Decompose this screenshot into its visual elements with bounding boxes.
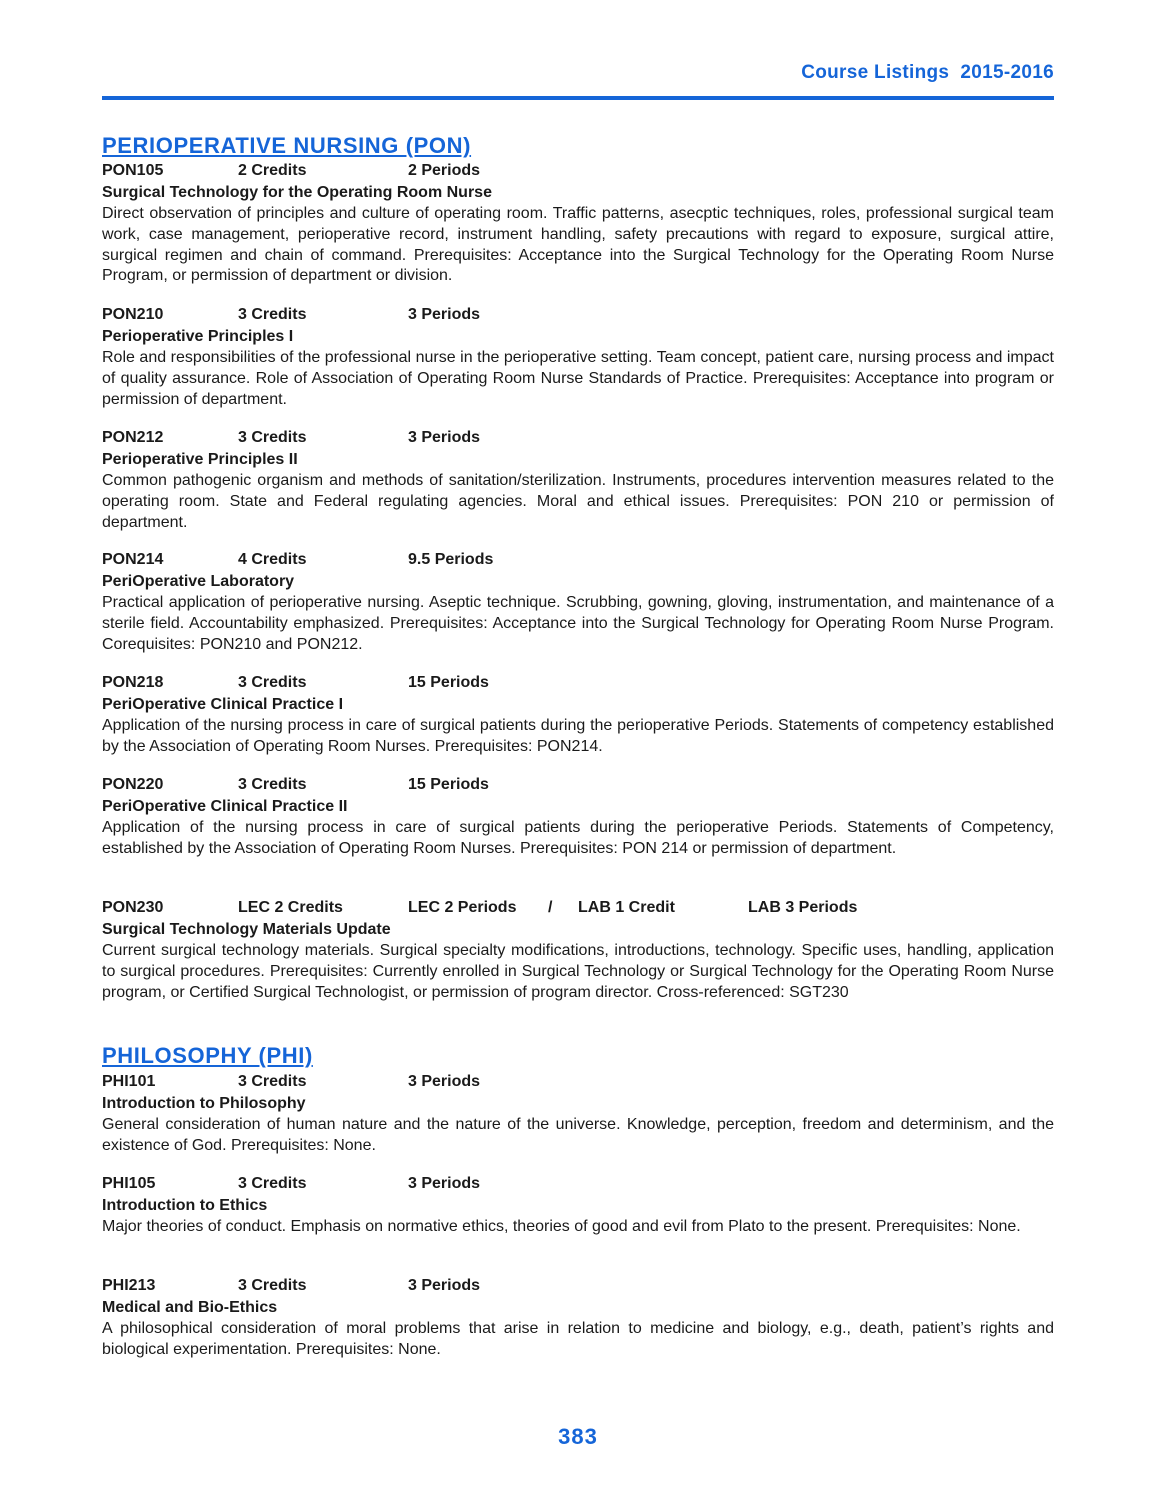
course-meta [102,774,1054,796]
course-code: PON230 [102,899,164,916]
course-meta [102,427,1054,449]
course-credits: 3 Credits [238,306,307,323]
page-number: 383 [558,1424,598,1449]
course-meta [102,1173,1054,1195]
course-entry [102,160,1054,287]
course-code: PHI105 [102,1175,156,1192]
course-code: PON210 [102,306,164,323]
course-credits: 3 Credits [238,429,307,446]
course-title: Perioperative Principles II [102,451,298,468]
section-perioperative-nursing [102,132,1054,160]
course-credits: 4 Credits [238,551,307,568]
course-description: General consideration of human nature and the nature of the universe. Knowledge, perception, freedom and determinism, and the existence of God. Prerequisites: None. [102,1116,1054,1154]
course-code: PON220 [102,776,164,793]
course-code: PON214 [102,551,164,568]
course-meta [102,672,1054,694]
course-description: Application of the nursing process in care of surgical patients during the perioperative Periods. Statements of Competency, established by the Association of Operating Room Nurses. Prerequisites: PON 214 or permission of department. [102,819,1054,857]
section-philosophy [102,1042,1054,1070]
course-title: PeriOperative Clinical Practice II [102,798,348,815]
course-periods: 2 Periods [408,162,481,179]
header-rule [102,96,1054,100]
course-meta [102,1275,1054,1297]
course-code: PHI101 [102,1073,156,1090]
course-description: Major theories of conduct. Emphasis on normative ethics, theories of good and evil from Plato to the present. Prerequisites: None. [102,1218,1021,1235]
course-title: PeriOperative Clinical Practice I [102,696,344,713]
course-credits: 3 Credits [238,674,307,691]
course-code: PON212 [102,429,164,446]
course-meta [102,160,1054,182]
course-description: Direct observation of principles and culture of operating room. Traffic patterns, asecptic techniques, roles, professional surgical team work, case management, perioperative record, instrument handling, safety precautions with regard to exposure, surgical attire, surgical regimen and chain of command. Prerequisites: Acceptance into the Surgical Technology for the Operating Room Nurse Program, or permission of department or division. [102,205,1054,285]
course-entry [102,1071,1054,1157]
course-title: Medical and Bio-Ethics [102,1299,278,1316]
course-entry [102,672,1054,758]
section-title: PERIOPERATIVE NURSING (PON) [102,133,472,158]
course-periods: 15 Periods [408,776,489,793]
course-periods: 3 Periods [408,429,481,446]
course-periods: 9.5 Periods [408,551,494,568]
course-title: Surgical Technology for the Operating Room Nurse [102,184,492,201]
course-title: Perioperative Principles I [102,328,294,345]
course-entry [102,427,1054,533]
course-title: Introduction to Ethics [102,1197,268,1214]
course-description: Current surgical technology materials. Surgical specialty modifications, introductions, technology. Specific uses, handling, application to surgical procedures. Prerequisites: Currently enrolled in Surgical Technology or Surgical Technology for the Operating Room Nurse program, or Certified Surgical Technologist, or permission of program director. Cross-referenced: SGT230 [102,942,1054,1001]
section-title: PHILOSOPHY (PHI) [102,1043,313,1068]
course-periods: 3 Periods [408,1277,481,1294]
course-code: PHI213 [102,1277,156,1294]
course-meta [102,1071,1054,1093]
course-periods: 3 Periods [408,1175,481,1192]
course-periods: 3 Periods [408,306,481,323]
course-meta [102,304,1054,326]
course-credits: 2 Credits [238,162,307,179]
course-description: Practical application of perioperative nursing. Aseptic technique. Scrubbing, gowning, gloving, instrumentation, and maintenance of a sterile field. Accountability emphasized. Prerequisites: Acceptance into the Surgical Technology for Operating Room Nurse Program. Corequisites: PON210 and PON212. [102,594,1054,653]
course-entry [102,549,1054,655]
course-credits: 3 Credits [238,1073,307,1090]
course-title: Introduction to Philosophy [102,1095,306,1112]
course-lab-credits: LAB 1 Credit [578,899,675,916]
course-credits: 3 Credits [238,776,307,793]
course-entry [102,1275,1054,1361]
course-title: Surgical Technology Materials Update [102,921,391,938]
course-credits: 3 Credits [238,1175,307,1192]
course-meta [102,897,1054,919]
course-description: Application of the nursing process in care of surgical patients during the perioperative Periods. Statements of competency established by the Association of Operating Room Nurses. Prerequisites: PON214. [102,717,1054,755]
course-periods: 15 Periods [408,674,489,691]
course-periods: LEC 2 Periods [408,899,517,916]
course-description: Role and responsibilities of the professional nurse in the perioperative setting. Team concept, patient care, nursing process and impact of quality assurance. Role of Association of Operating Room Nurse Standards of Practice. Prerequisites: Acceptance into program or permission of department. [102,349,1054,408]
course-description: Common pathogenic organism and methods of sanitation/sterilization. Instruments, procedures intervention measures related to the operating room. State and Federal regulating agencies. Moral and ethical issues. Prerequisites: PON 210 or permission of department. [102,472,1054,531]
course-entry [102,304,1054,410]
course-credits: 3 Credits [238,1277,307,1294]
course-entry [102,897,1054,1003]
running-header: Course Listings 2015-2016 [801,62,1054,83]
course-lab-periods: LAB 3 Periods [748,899,858,916]
course-periods: 3 Periods [408,1073,481,1090]
course-title: PeriOperative Laboratory [102,573,295,590]
course-code: PON105 [102,162,164,179]
course-meta [102,549,1054,571]
course-code: PON218 [102,674,164,691]
course-entry [102,774,1054,860]
meta-separator: / [548,899,553,916]
course-entry [102,1173,1054,1238]
course-description: A philosophical consideration of moral problems that arise in relation to medicine and biology, e.g., death, patient’s rights and biological experimentation. Prerequisites: None. [102,1320,1054,1358]
course-credits: LEC 2 Credits [238,899,343,916]
